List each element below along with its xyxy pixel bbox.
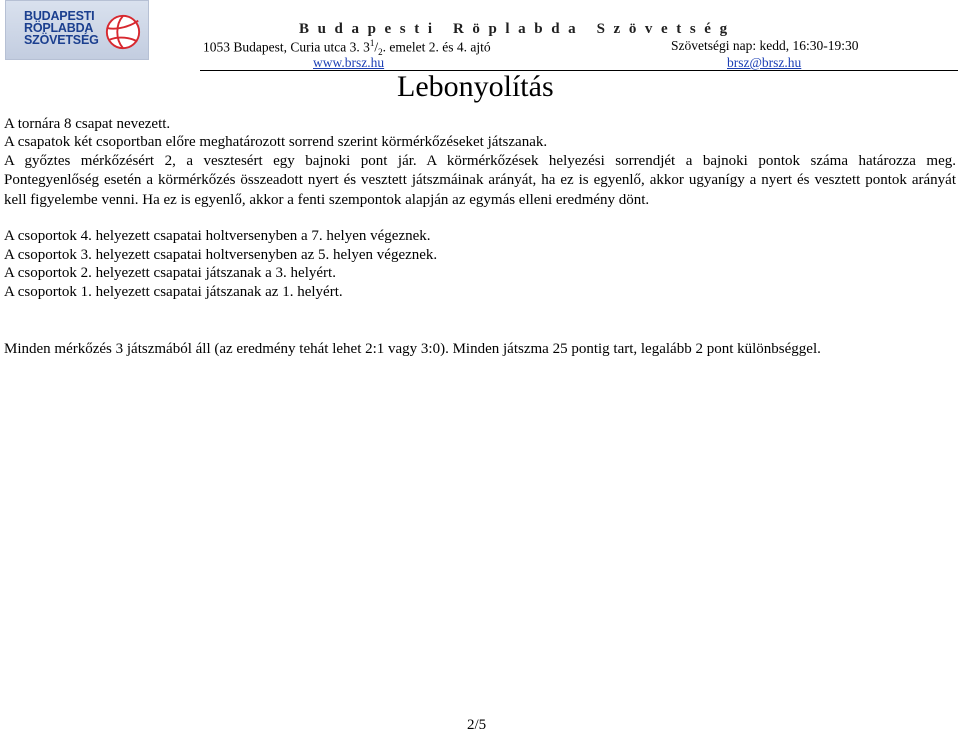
logo-line-2: RÖPLABDA — [24, 21, 94, 35]
groups-line: A csapatok két csoportban előre meghatározott sorrend szerint körmérkőzéseket játszanak. — [4, 134, 548, 150]
organization-title: Budapesti Röplabda Szövetség — [299, 21, 736, 37]
logo-line-1: BUDAPESTI — [24, 9, 95, 23]
address-prefix: 1053 Budapest, Curia utca 3. 3 — [203, 39, 370, 55]
tiebreak-paragraph: Pontegyenlőség esetén a körmérkőzés összeadott nyert és vesztett játszmáinak arányát, ha ez is egyenlő, akkor ugyanígy a nyert és vesztett pontok arányát kell figyelembe venni. Ha ez is egyenlő, akkor a fenti szempontok alapján az egymás elleni eredmény dönt. — [4, 172, 956, 208]
organization-address: 1053 Budapest, Curia utca 3. $3^1/_2$. emelet 2. és 4. ajtó — [203, 38, 491, 58]
placement-item: A csoportok 4. helyezett csapatai holtversenyben a 7. helyen végeznek. — [4, 228, 431, 244]
entries-line: A tornára 8 csapat nevezett. — [4, 116, 171, 132]
address-suffix: . emelet 2. és 4. ajtó — [382, 39, 491, 55]
address-fraction-numerator: 1 — [369, 38, 375, 48]
page-title: Lebonyolítás — [397, 70, 554, 103]
logo-wordmark — [24, 10, 99, 46]
page-number: 2/5 — [467, 717, 487, 733]
federation-logo — [5, 0, 149, 60]
website-link[interactable]: www.brsz.hu — [313, 55, 385, 70]
placement-item: A csoportok 1. helyezett csapatai játszanak az 1. helyért. — [4, 284, 343, 300]
placement-item: A csoportok 2. helyezett csapatai játszanak a 3. helyért. — [4, 265, 336, 281]
logo-line-3: SZÖVETSÉG — [24, 33, 99, 47]
office-hours: Szövetségi nap: kedd, 16:30-19:30 — [671, 38, 859, 53]
points-line: A győztes mérkőzésért 2, a vesztesért egy bajnoki pont jár. A körmérkőzések helyezési sorrendjét a bajnoki pontok száma határozza meg. — [4, 153, 956, 169]
address-fraction-denominator: 2 — [378, 47, 383, 58]
email-link[interactable]: brsz@brsz.hu — [727, 55, 802, 70]
placement-item: A csoportok 3. helyezett csapatai holtversenyben az 5. helyen végeznek. — [4, 247, 438, 263]
header-divider — [200, 70, 958, 71]
match-rules-line: Minden mérkőzés 3 játszmából áll (az eredmény tehát lehet 2:1 vagy 3:0). Minden játszma 25 pontig tart, legalább 2 pont különbséggel. — [4, 341, 821, 357]
volleyball-icon — [104, 13, 142, 51]
